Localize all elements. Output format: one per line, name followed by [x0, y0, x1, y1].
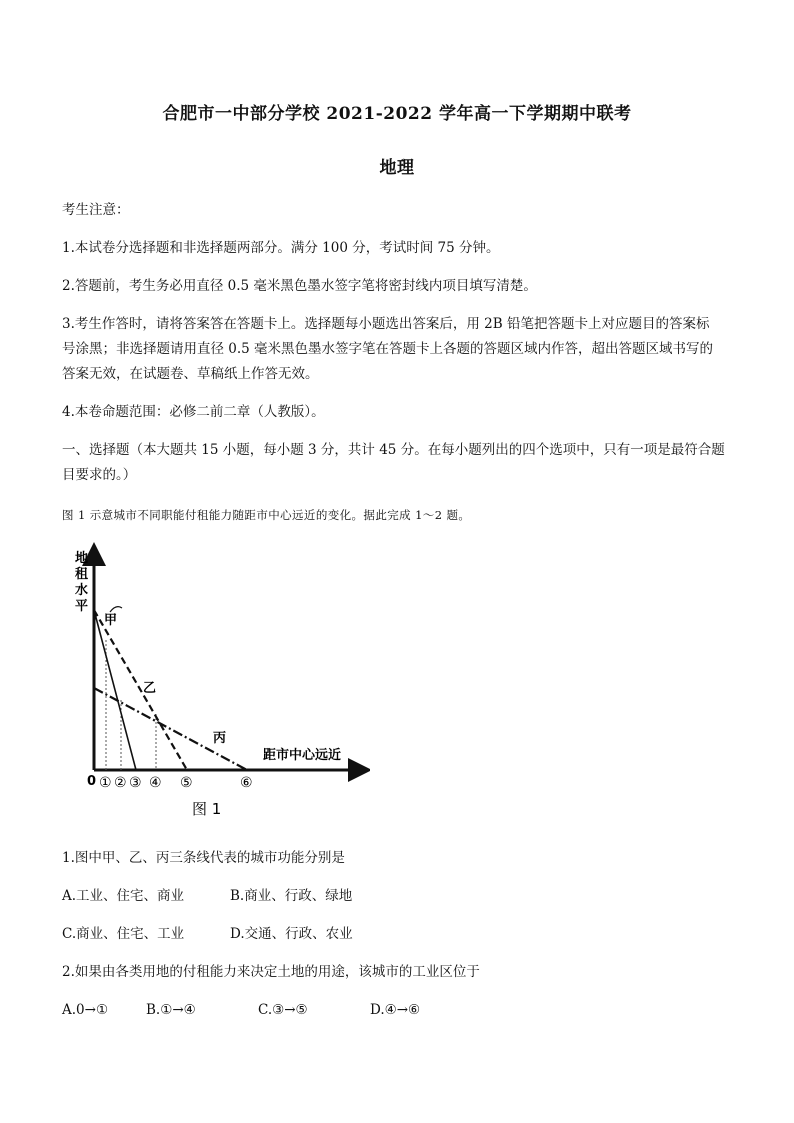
- curve-bing: [94, 688, 247, 770]
- figure-intro: 图 1 示意城市不同职能付租能力随距市中心远近的变化。据此完成 1～2 题。: [62, 508, 471, 522]
- curve-jia-marker: [110, 607, 122, 612]
- option-b: B.商业、行政、绿地: [230, 888, 353, 904]
- option-b: B.①→④: [146, 1002, 196, 1018]
- rent-curve-figure: [70, 542, 370, 832]
- option-d: D.④→⑥: [370, 1002, 421, 1018]
- option-a: A.工业、住宅、商业: [62, 888, 185, 904]
- notice-item: 3.考生作答时，请将答案答在答题卡上。选择题每小题选出答案后，用 2B 铅笔把答题卡上对应题目的答案标: [62, 316, 710, 332]
- section-heading-cont: 目要求的。）: [62, 467, 137, 483]
- y-axis-label-char: 地: [75, 551, 89, 566]
- curve-label-jia: 甲: [104, 613, 118, 628]
- curve-jia: [94, 610, 136, 770]
- tick-label: ①: [99, 775, 112, 791]
- tick-label: ②: [114, 775, 127, 791]
- notice-item: 答案无效，在试题卷、草稿纸上作答无效。: [62, 366, 319, 382]
- curve-yi: [94, 610, 187, 770]
- tick-label: ④: [149, 775, 162, 791]
- figure-caption: 图 1: [192, 800, 222, 818]
- tick-label: ③: [129, 775, 142, 791]
- tick-label: ⑤: [180, 775, 193, 791]
- option-c: C.商业、住宅、工业: [62, 926, 185, 942]
- y-axis-label-char: 平: [75, 599, 89, 614]
- option-a: A.0→①: [62, 1002, 109, 1018]
- y-axis-label-char: 租: [75, 567, 89, 582]
- question-stem: 1.图中甲、乙、丙三条线代表的城市功能分别是: [62, 850, 345, 866]
- option-c: C.③→⑤: [258, 1002, 308, 1018]
- section-heading: 一、选择题（本大题共 15 小题，每小题 3 分，共计 45 分。在每小题列出的四个选项中，只有一项是最符合题: [62, 442, 725, 458]
- subject-title: 地理: [379, 158, 415, 178]
- notice-item: 号涂黑；非选择题请用直径 0.5 毫米黑色墨水签字笔在答题卡上各题的答题区域内作答，超出答题区域书写的: [62, 341, 714, 357]
- curve-label-bing: 丙: [213, 731, 227, 746]
- option-d: D.交通、行政、农业: [230, 926, 353, 942]
- x-axis-label: 距市中心远近: [263, 748, 342, 763]
- question-stem: 2.如果由各类用地的付租能力来决定土地的用途，该城市的工业区位于: [62, 964, 480, 980]
- notice-item: 1.本试卷分选择题和非选择题两部分。满分 100 分，考试时间 75 分钟。: [62, 240, 500, 256]
- origin-label: 0: [87, 774, 97, 789]
- y-axis-label-char: 水: [75, 583, 89, 598]
- exam-title: 合肥市一中部分学校 2021-2022 学年高一下学期期中联考: [162, 104, 632, 124]
- tick-label: ⑥: [240, 775, 253, 791]
- notice-heading: 考生注意：: [62, 202, 130, 218]
- notice-item: 4.本卷命题范围：必修二前二章（人教版）。: [62, 404, 325, 420]
- notice-item: 2.答题前，考生务必用直径 0.5 毫米黑色墨水签字笔将密封线内项目填写清楚。: [62, 278, 537, 294]
- curve-label-yi: 乙: [143, 681, 157, 696]
